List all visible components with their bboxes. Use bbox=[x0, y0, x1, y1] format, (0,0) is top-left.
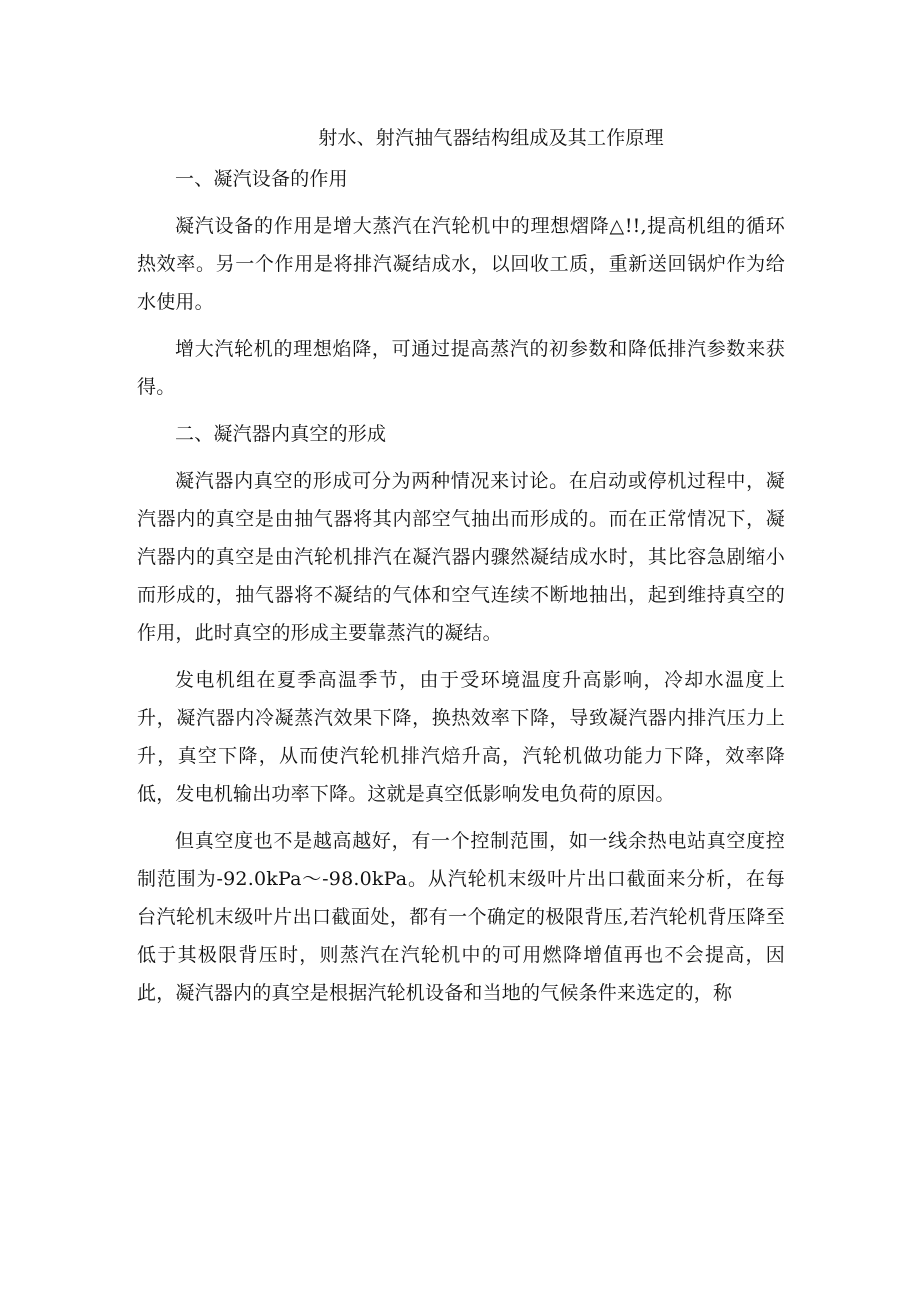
paragraph-3: 凝汽器内真空的形成可分为两种情况来讨论。在启动或停机过程中，凝汽器内的真空是由抽气器将其内部空气抽出而形成的。而在正常情况下，凝汽器内的真空是由汽轮机排汽在凝汽器内骤然凝结成水时，其比容急剧缩小而形成的，抽气器将不凝结的气体和空气连续不断地抽出，起到维持真空的作用，此时真空的形成主要靠蒸汽的凝结。 bbox=[137, 470, 785, 644]
section-heading-1: 一、凝汽设备的作用 bbox=[175, 168, 348, 190]
paragraph-5: 但真空度也不是越高越好，有一个控制范围，如一线余热电站真空度控制范围为-92.0kPa～-98.0kPa。从汽轮机末级叶片出口截面来分析，在每台汽轮机末级叶片出口截面处，都有一个确定的极限背压,若汽轮机背压降至低于其极限背压时，则蒸汽在汽轮机中的可用燃降增值再也不会提高，因此，凝汽器内的真空是根据汽轮机设备和当地的气候条件来选定的，称 bbox=[137, 830, 785, 1004]
paragraph-1: 凝汽设备的作用是增大蒸汽在汽轮机中的理想熠降△!!,提高机组的循环热效率。另一个作用是将排汽凝结成水，以回收工质，重新送回锅炉作为给水使用。 bbox=[137, 215, 785, 313]
section-heading-2: 二、凝汽器内真空的形成 bbox=[175, 423, 387, 445]
document-body bbox=[137, 123, 785, 1021]
paragraph-4: 发电机组在夏季高温季节，由于受环境温度升高影响，冷却水温度上升，凝汽器内冷凝蒸汽效果下降，换热效率下降，导致凝汽器内排汽压力上升，真空下降，从而使汽轮机排汽焙升高，汽轮机做功能力下降，效率降低，发电机输出功率下降。这就是真空低影响发电负荷的原因。 bbox=[137, 669, 785, 805]
document-title: 射水、射汽抽气器结构组成及其工作原理 bbox=[318, 127, 664, 149]
paragraph-2: 增大汽轮机的理想焰降，可通过提高蒸汽的初参数和降低排汽参数来获得。 bbox=[137, 338, 785, 398]
